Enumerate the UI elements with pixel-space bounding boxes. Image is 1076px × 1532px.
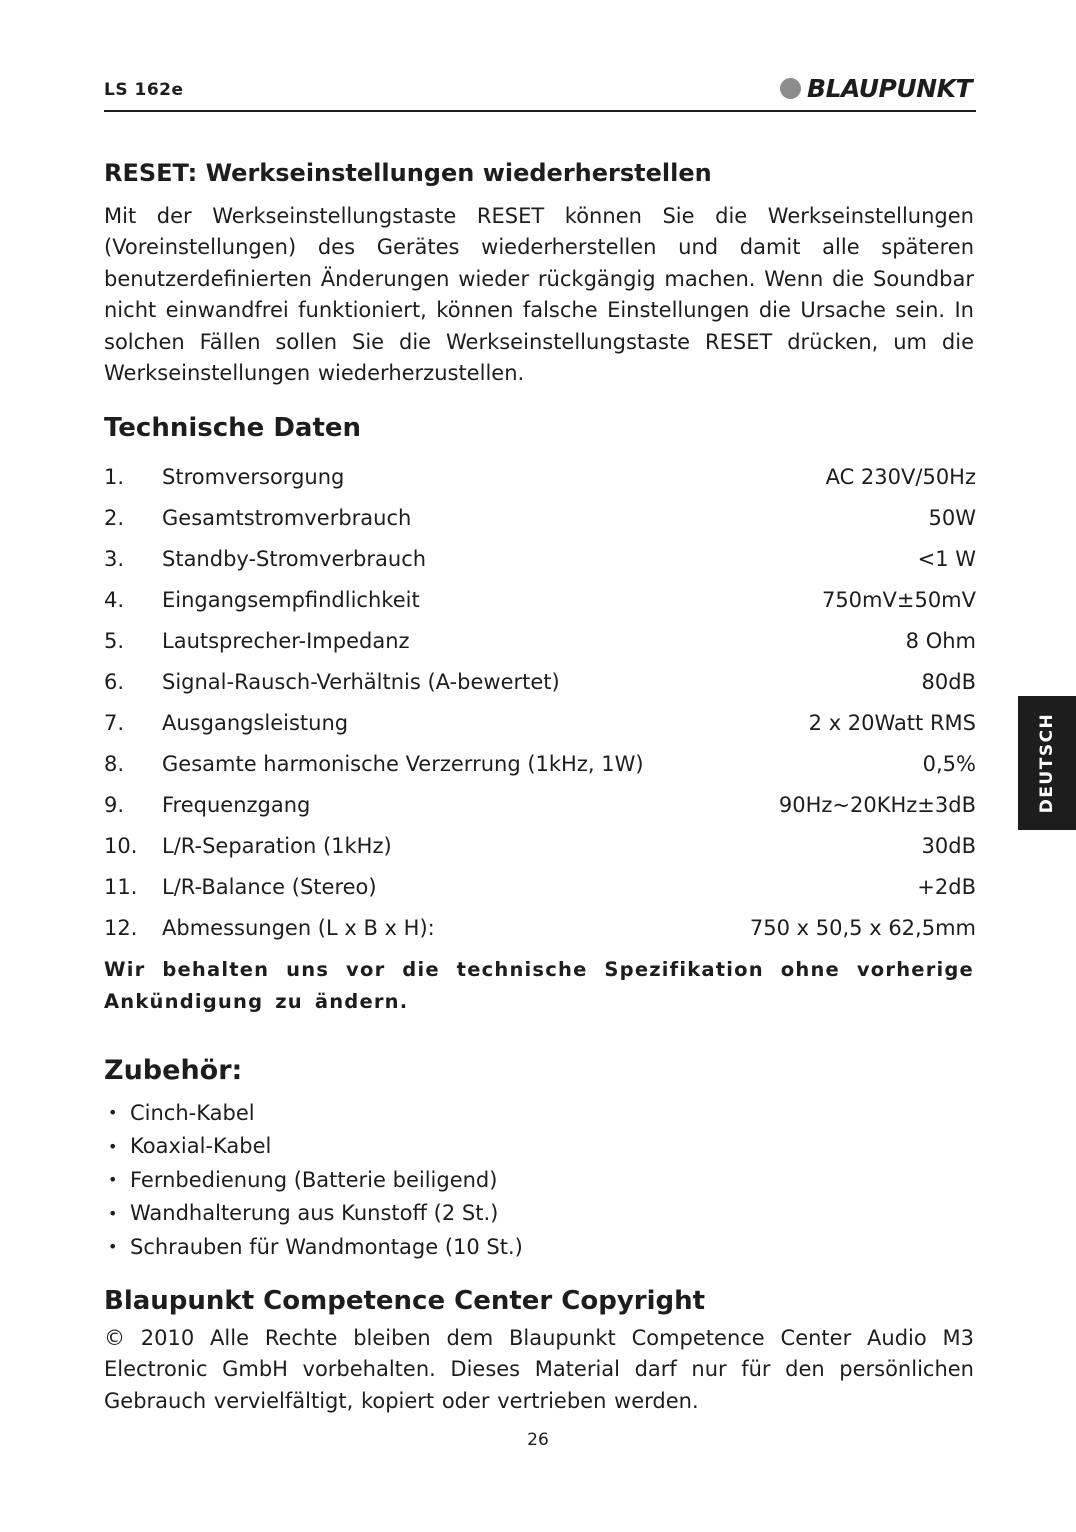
spec-value: 8 Ohm	[905, 629, 976, 653]
brand-dot-icon	[780, 78, 801, 99]
list-item	[108, 1096, 523, 1130]
spec-value: 90Hz~20KHz±3dB	[778, 793, 976, 817]
spec-value: 50W	[928, 506, 976, 530]
accessory-label: Koaxial-Kabel	[130, 1134, 272, 1159]
spec-number: 4.	[104, 588, 125, 612]
copyright-heading: Blaupunkt Competence Center Copyright	[104, 1286, 706, 1316]
spec-value: 750 x 50,5 x 62,5mm	[749, 916, 976, 940]
spec-row	[104, 826, 976, 867]
spec-label: L/R-Separation (1kHz)	[162, 834, 392, 858]
spec-row	[104, 662, 976, 703]
spec-value: 0,5%	[922, 752, 976, 776]
spec-row	[104, 621, 976, 662]
spec-row	[104, 703, 976, 744]
bullet-icon: •	[108, 1203, 118, 1223]
language-tab	[1018, 696, 1076, 830]
copyright-paragraph: © 2010 Alle Rechte bleiben dem Blaupunkt Competence Center Audio M3 Electronic GmbH vorbehalten. Dieses Material darf nur für den persönlichen Gebrauch vervielfältigt, kopiert oder vertrieben werden.	[104, 1326, 974, 1413]
spec-row	[104, 744, 976, 785]
spec-list	[104, 457, 976, 949]
spec-value: AC 230V/50Hz	[825, 465, 976, 489]
bullet-icon: •	[108, 1170, 118, 1190]
spec-row	[104, 785, 976, 826]
spec-label: Gesamte harmonische Verzerrung (1kHz, 1W)	[162, 752, 644, 776]
accessories-list	[108, 1096, 523, 1264]
spec-row	[104, 908, 976, 949]
spec-number: 7.	[104, 711, 125, 735]
bullet-icon: •	[108, 1136, 118, 1156]
spec-label: Frequenzgang	[162, 793, 311, 817]
reset-heading: RESET: Werkseinstellungen wiederherstellen	[104, 159, 712, 187]
spec-value: 80dB	[921, 670, 976, 694]
bullet-icon: •	[108, 1103, 118, 1123]
spec-label: Signal-Rausch-Verhältnis (A-bewertet)	[162, 670, 560, 694]
spec-row	[104, 498, 976, 539]
page-header	[104, 72, 976, 112]
list-item	[108, 1130, 523, 1164]
spec-number: 2.	[104, 506, 125, 530]
accessory-label: Wandhalterung aus Kunstoff (2 St.)	[130, 1201, 499, 1226]
spec-value: <1 W	[917, 547, 976, 571]
spec-value: 2 x 20Watt RMS	[808, 711, 976, 735]
spec-number: 11.	[104, 875, 138, 899]
spec-value: +2dB	[917, 875, 976, 899]
reset-paragraph: Mit der Werkseinstellungstaste RESET können Sie die Werkseinstellungen (Voreinstellungen) des Gerätes wiederherstellen und damit alle späteren benutzerdefinierten Änderungen wieder rückgängig machen. Wenn die Soundbar nicht einwandfrei funktioniert, können falsche Einstellungen die Ursache sein. In solchen Fällen sollen Sie die Werkseinstellungstaste RESET drücken, um die Werkseinstellungen wiederherzustellen.	[104, 204, 974, 386]
spec-row	[104, 457, 976, 498]
spec-number: 6.	[104, 670, 125, 694]
page-number: 26	[527, 1430, 549, 1450]
list-item	[108, 1197, 523, 1231]
tech-specs-heading: Technische Daten	[104, 413, 362, 443]
spec-row	[104, 539, 976, 580]
accessory-label: Schrauben für Wandmontage (10 St.)	[130, 1234, 523, 1259]
spec-number: 12.	[104, 916, 138, 940]
spec-row	[104, 867, 976, 908]
spec-number: 3.	[104, 547, 125, 571]
accessory-label: Cinch-Kabel	[130, 1100, 255, 1125]
spec-number: 1.	[104, 465, 125, 489]
accessory-label: Fernbedienung (Batterie beiligend)	[130, 1167, 498, 1192]
spec-value: 30dB	[921, 834, 976, 858]
spec-row	[104, 580, 976, 621]
spec-label: Stromversorgung	[162, 465, 345, 489]
spec-label: Ausgangsleistung	[162, 711, 349, 735]
list-item	[108, 1230, 523, 1264]
spec-label: Eingangsempfindlichkeit	[162, 588, 420, 612]
brand-name: BLAUPUNKT	[807, 74, 972, 103]
spec-label: Lautsprecher-Impedanz	[162, 629, 410, 653]
spec-label: L/R-Balance (Stereo)	[162, 875, 377, 899]
spec-change-notice: Wir behalten uns vor die technische Spezifikation ohne vorherige Ankündigung zu ändern.	[104, 958, 974, 1013]
accessories-heading: Zubehör:	[104, 1055, 243, 1086]
language-tab-label: DEUTSCH	[1037, 712, 1057, 814]
spec-number: 10.	[104, 834, 138, 858]
brand-logo	[780, 74, 972, 103]
bullet-icon: •	[108, 1237, 118, 1257]
model-number: LS 162e	[104, 80, 184, 100]
spec-number: 8.	[104, 752, 125, 776]
spec-label: Gesamtstromverbrauch	[162, 506, 412, 530]
list-item	[108, 1163, 523, 1197]
spec-value: 750mV±50mV	[821, 588, 976, 612]
spec-number: 5.	[104, 629, 125, 653]
spec-number: 9.	[104, 793, 125, 817]
spec-label: Standby-Stromverbrauch	[162, 547, 427, 571]
spec-label: Abmessungen (L x B x H):	[162, 916, 435, 940]
